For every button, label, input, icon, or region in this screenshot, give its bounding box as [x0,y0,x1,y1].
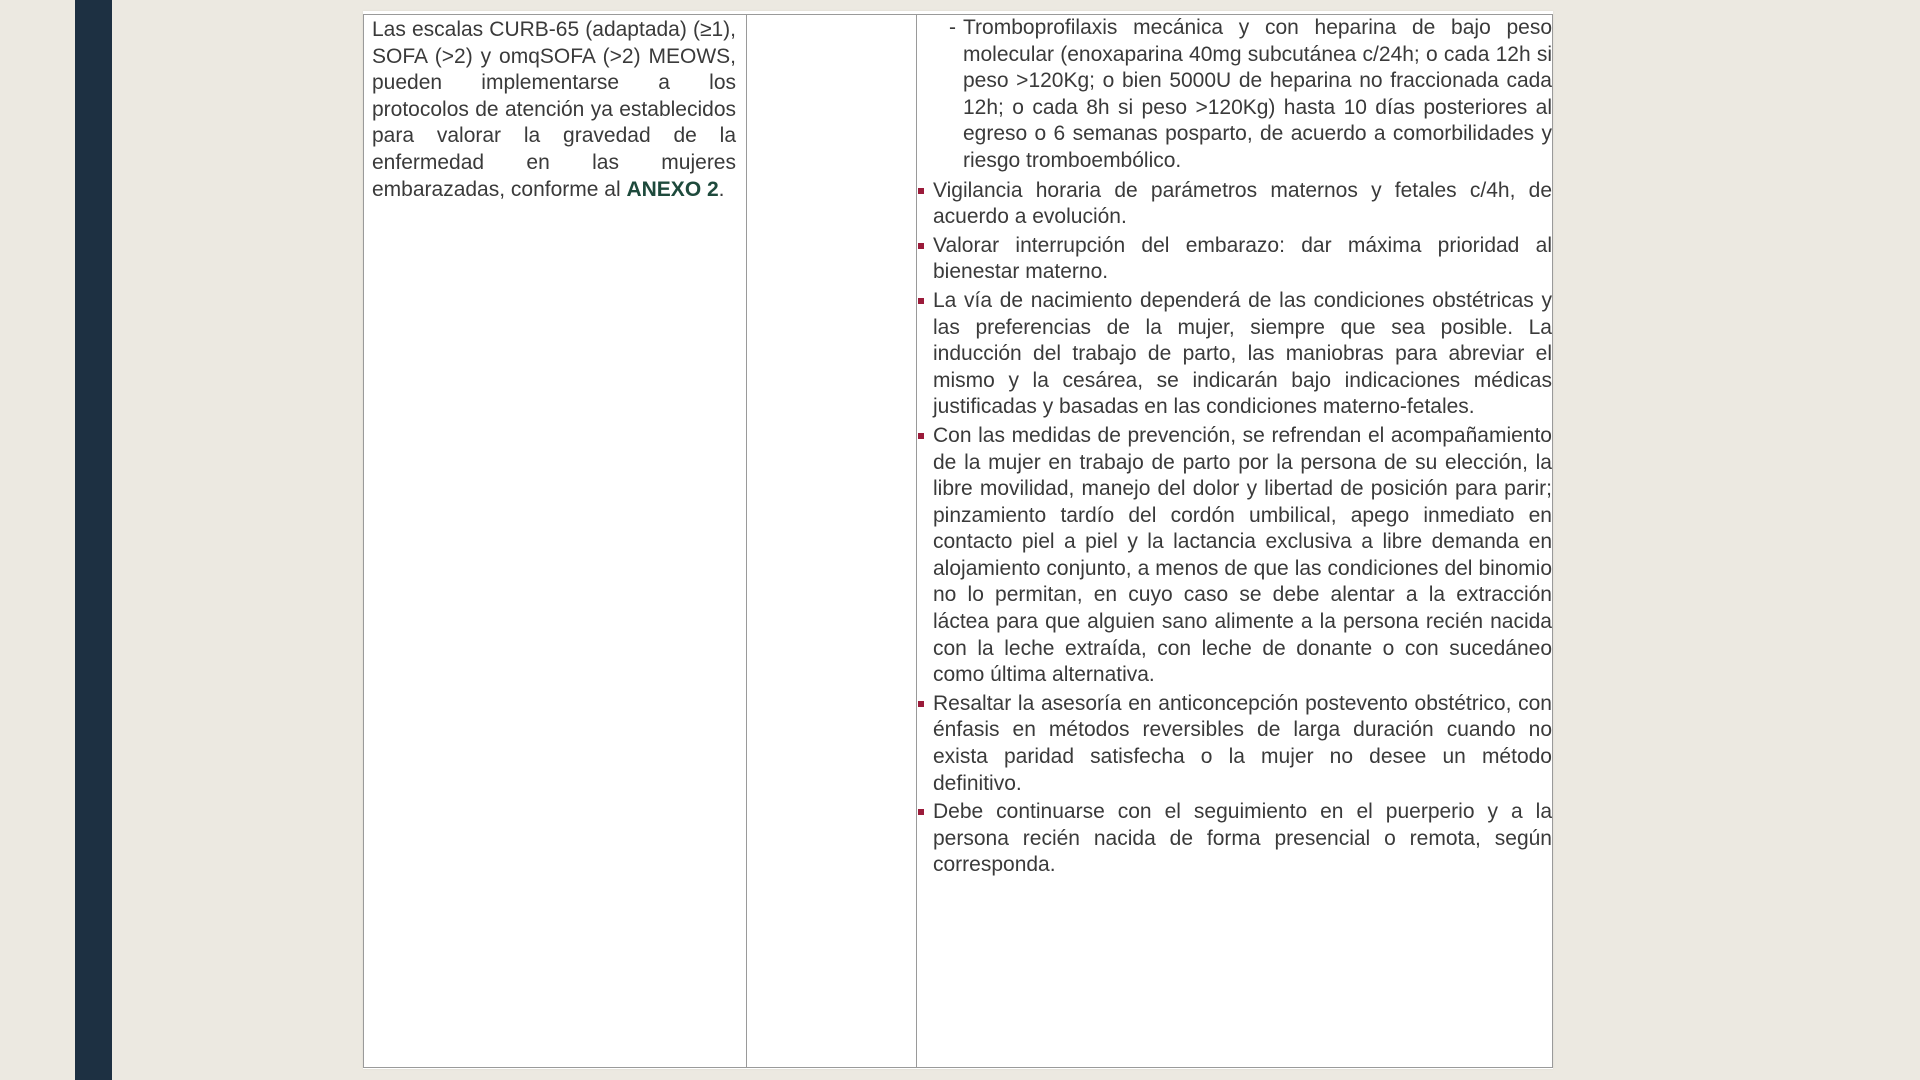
table-cell-criteria [364,15,747,1068]
list-item-text: Con las medidas de prevención, se refrendan el acompañamiento de la mujer en trabajo de parto por la persona de su elección, la libre movilidad, manejo del dolor y libertad de posición para parir; pinzamiento tardío del cordón umbilical, apego inmediato en contacto piel a piel y la lactancia exclusiva a libre demanda en alojamiento conjunto, a menos de que las condiciones del binomio no lo permitan, en cuyo caso se debe alentar a la extracción láctea para que alguien sano alimente a la persona recién nacida con la leche extraída, con leche de donante o con sucedáneo como última alternativa. [933,423,1552,687]
square-bullet-icon [918,298,924,304]
recommendation-list [917,178,1552,879]
table-cell-empty [747,15,917,1068]
list-item-text: Resaltar la asesoría en anticoncepción postevento obstétrico, con énfasis en métodos reversibles de larga duración cuando no exista paridad satisfecha o la mujer no desee un método definitivo. [933,691,1552,795]
protocol-table [363,14,1553,1068]
annex-2-link[interactable]: ANEXO 2 [626,177,719,201]
list-item [917,233,1552,286]
square-bullet-icon [918,701,924,707]
square-bullet-icon [918,433,924,439]
list-item [917,799,1552,879]
list-item [917,288,1552,421]
criteria-paragraph [364,15,746,203]
dash-marker: - [949,16,956,39]
criteria-text: Las escalas CURB-65 (adaptada) (≥1), SOFA (>2) y omqSOFA (>2) MEOWS, pueden implementarse a los protocolos de atención ya establecidos para valorar la gravedad de la enfermedad en las mujeres embarazadas, conforme al [372,18,736,201]
list-item-text: Vigilancia horaria de parámetros maternos y fetales c/4h, de acuerdo a evolución. [933,178,1552,229]
square-bullet-icon [918,809,924,815]
dash-item-text: Tromboprofilaxis mecánica y con heparina de bajo peso molecular (enoxaparina 40mg subcutánea c/24h; o cada 12h si peso >120Kg; o bien 5000U de heparina no fraccionada cada 12h; o cada 8h si peso >120Kg) hasta 10 días posteriores al egreso o 6 semanas posparto, de acuerdo a comorbilidades y riesgo tromboembólico. [963,16,1552,172]
square-bullet-icon [918,243,924,249]
dash-list-item [917,15,1552,175]
document-page [363,11,1553,1069]
left-accent-bar [75,0,112,1080]
table-cell-recommendations [917,15,1553,1068]
list-item-text: Debe continuarse con el seguimiento en el puerperio y a la persona recién nacida de forma presencial o remota, según corresponda. [933,800,1552,877]
list-item [917,423,1552,689]
square-bullet-icon [918,188,924,194]
criteria-text-end: . [718,177,725,201]
list-item [917,178,1552,231]
list-item-text: La vía de nacimiento dependerá de las condiciones obstétricas y las preferencias de la mujer, siempre que sea posible. La inducción del trabajo de parto, las maniobras para abreviar el mismo y la cesárea, se indicarán bajo indicaciones médicas justificadas y basadas en las condiciones materno-fetales. [933,288,1552,419]
list-item [917,691,1552,797]
list-item-text: Valorar interrupción del embarazo: dar máxima prioridad al bienestar materno. [933,233,1552,284]
table-row [364,15,1553,1068]
